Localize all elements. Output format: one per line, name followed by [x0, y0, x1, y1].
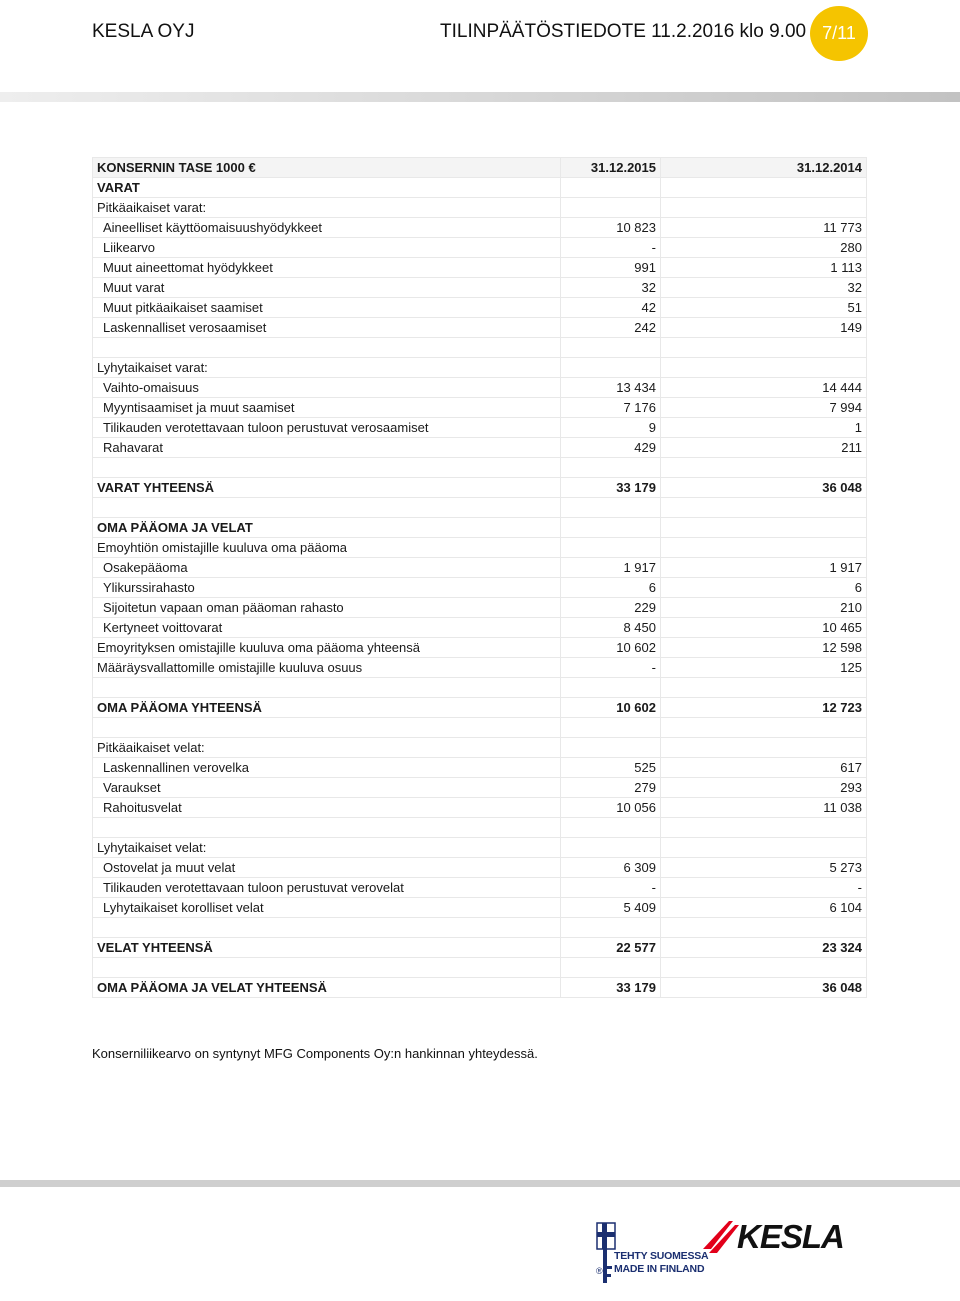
made-in-finland-label-fi: TEHTY SUOMESSA: [614, 1250, 709, 1262]
row-value-2015: 42: [561, 298, 661, 318]
row-value-2015: 8 450: [561, 618, 661, 638]
row-value-2015: 13 434: [561, 378, 661, 398]
row-label: Liikearvo: [93, 238, 561, 258]
row-value-2015: 429: [561, 438, 661, 458]
company-name: KESLA OYJ: [92, 21, 195, 42]
row-label: Varaukset: [93, 778, 561, 798]
row-value-2015: 229: [561, 598, 661, 618]
total-value-2015: 33 179: [561, 478, 661, 498]
table-row: [93, 578, 867, 598]
row-value-2015: 10 056: [561, 798, 661, 818]
row-value-2015: -: [561, 878, 661, 898]
column-header-2014: 31.12.2014: [661, 158, 867, 178]
row-label: Muut aineettomat hyödykkeet: [93, 258, 561, 278]
row-label: Laskennallinen verovelka: [93, 758, 561, 778]
section-heading: OMA PÄÄOMA JA VELAT: [93, 518, 561, 538]
row-value-2014: 11 038: [661, 798, 867, 818]
table-row: [93, 398, 867, 418]
total-row: [93, 478, 867, 498]
page-number-badge: 7/11: [810, 6, 868, 61]
row-value-2014: 10 465: [661, 618, 867, 638]
row-value-2015: 6 309: [561, 858, 661, 878]
document-title: TILINPÄÄTÖSTIEDOTE 11.2.2016 klo 9.00: [440, 21, 807, 42]
row-value-2015: 1 917: [561, 558, 661, 578]
row-value-2015: -: [561, 238, 661, 258]
total-label: OMA PÄÄOMA JA VELAT YHTEENSÄ: [93, 978, 561, 998]
row-label: Myyntisaamiset ja muut saamiset: [93, 398, 561, 418]
total-value-2014: 36 048: [661, 478, 867, 498]
subsection-heading: Pitkäaikaiset varat:: [93, 198, 561, 218]
table-row: [93, 258, 867, 278]
table-header-row: [93, 158, 867, 178]
row-value-2014: 5 273: [661, 858, 867, 878]
row-value-2015: 10 602: [561, 638, 661, 658]
row-value-2014: 211: [661, 438, 867, 458]
row-label: Emoyrityksen omistajille kuuluva oma pääoma yhteensä: [93, 638, 561, 658]
row-value-2015: 242: [561, 318, 661, 338]
row-value-2015: 6: [561, 578, 661, 598]
row-value-2014: 32: [661, 278, 867, 298]
row-value-2014: 1 917: [661, 558, 867, 578]
table-row: [93, 238, 867, 258]
subsection-heading: Lyhytaikaiset velat:: [93, 838, 561, 858]
row-value-2015: 525: [561, 758, 661, 778]
row-value-2014: 6 104: [661, 898, 867, 918]
row-value-2014: 125: [661, 658, 867, 678]
row-value-2014: 280: [661, 238, 867, 258]
row-label: Rahavarat: [93, 438, 561, 458]
row-label: Muut varat: [93, 278, 561, 298]
table-row: [93, 558, 867, 578]
section-heading-row: [93, 518, 867, 538]
table-row: [93, 618, 867, 638]
row-value-2015: 5 409: [561, 898, 661, 918]
table-row: [93, 778, 867, 798]
balance-sheet-table: [92, 157, 867, 998]
total-label: OMA PÄÄOMA YHTEENSÄ: [93, 698, 561, 718]
row-value-2014: 1: [661, 418, 867, 438]
total-value-2014: 23 324: [661, 938, 867, 958]
finnish-key-flag-icon: [596, 1222, 616, 1286]
total-value-2014: 36 048: [661, 978, 867, 998]
table-row: [93, 878, 867, 898]
row-value-2014: 7 994: [661, 398, 867, 418]
row-value-2014: 6: [661, 578, 867, 598]
total-row: [93, 938, 867, 958]
row-value-2015: -: [561, 658, 661, 678]
subsection-heading: Lyhytaikaiset varat:: [93, 358, 561, 378]
row-value-2014: 51: [661, 298, 867, 318]
row-label: Ostovelat ja muut velat: [93, 858, 561, 878]
table-row: [93, 318, 867, 338]
row-value-2014: 617: [661, 758, 867, 778]
kesla-logo: [703, 1215, 869, 1255]
spacer-row: [93, 918, 867, 938]
table-row: [93, 858, 867, 878]
total-value-2015: 22 577: [561, 938, 661, 958]
row-value-2014: 210: [661, 598, 867, 618]
subsection-heading-row: [93, 358, 867, 378]
spacer-row: [93, 818, 867, 838]
row-value-2015: 9: [561, 418, 661, 438]
total-value-2014: 12 723: [661, 698, 867, 718]
table-row: [93, 798, 867, 818]
spacer-row: [93, 678, 867, 698]
row-label: Sijoitetun vapaan oman pääoman rahasto: [93, 598, 561, 618]
table-row: [93, 418, 867, 438]
subsection-heading-row: [93, 198, 867, 218]
spacer-row: [93, 958, 867, 978]
table-row: [93, 218, 867, 238]
row-label: Määräysvallattomille omistajille kuuluva osuus: [93, 658, 561, 678]
row-label: Rahoitusvelat: [93, 798, 561, 818]
spacer-row: [93, 338, 867, 358]
row-label: Osakepääoma: [93, 558, 561, 578]
subsection-heading-row: [93, 538, 867, 558]
subsection-heading: Pitkäaikaiset velat:: [93, 738, 561, 758]
table-row: [93, 758, 867, 778]
total-value-2015: 33 179: [561, 978, 661, 998]
total-row: [93, 698, 867, 718]
table-row: [93, 278, 867, 298]
row-label: Laskennalliset verosaamiset: [93, 318, 561, 338]
spacer-row: [93, 458, 867, 478]
footnote: Konserniliikearvo on syntynyt MFG Components Oy:n hankinnan yhteydessä.: [92, 1046, 538, 1061]
row-value-2014: 12 598: [661, 638, 867, 658]
row-label: Muut pitkäaikaiset saamiset: [93, 298, 561, 318]
top-divider: [0, 92, 960, 102]
total-label: VARAT YHTEENSÄ: [93, 478, 561, 498]
row-value-2014: 14 444: [661, 378, 867, 398]
row-value-2014: 293: [661, 778, 867, 798]
row-value-2015: 279: [561, 778, 661, 798]
table-row: [93, 438, 867, 458]
column-header-2015: 31.12.2015: [561, 158, 661, 178]
row-value-2014: 149: [661, 318, 867, 338]
made-in-finland-label-en: MADE IN FINLAND: [614, 1263, 705, 1275]
bottom-divider: [0, 1180, 960, 1187]
spacer-row: [93, 498, 867, 518]
row-value-2014: 1 113: [661, 258, 867, 278]
row-label: Kertyneet voittovarat: [93, 618, 561, 638]
row-label: Vaihto-omaisuus: [93, 378, 561, 398]
row-label: Aineelliset käyttöomaisuushyödykkeet: [93, 218, 561, 238]
table-row: [93, 898, 867, 918]
table-row: [93, 298, 867, 318]
row-label: Tilikauden verotettavaan tuloon perustuvat verosaamiset: [93, 418, 561, 438]
table-title: KONSERNIN TASE 1000 €: [93, 158, 561, 178]
svg-text:KESLA: KESLA: [737, 1218, 844, 1255]
row-label: Lyhytaikaiset korolliset velat: [93, 898, 561, 918]
registered-mark: ®: [596, 1266, 603, 1276]
subsection-heading-row: [93, 838, 867, 858]
section-heading: VARAT: [93, 178, 561, 198]
row-value-2014: -: [661, 878, 867, 898]
row-value-2015: 32: [561, 278, 661, 298]
total-value-2015: 10 602: [561, 698, 661, 718]
total-row: [93, 978, 867, 998]
row-value-2014: 11 773: [661, 218, 867, 238]
subsection-heading-row: [93, 738, 867, 758]
total-label: VELAT YHTEENSÄ: [93, 938, 561, 958]
table-row: [93, 638, 867, 658]
row-value-2015: 10 823: [561, 218, 661, 238]
row-label: Tilikauden verotettavaan tuloon perustuvat verovelat: [93, 878, 561, 898]
row-label: Ylikurssirahasto: [93, 578, 561, 598]
spacer-row: [93, 718, 867, 738]
table-row: [93, 598, 867, 618]
table-row: [93, 658, 867, 678]
row-value-2015: 991: [561, 258, 661, 278]
row-value-2015: 7 176: [561, 398, 661, 418]
table-row: [93, 378, 867, 398]
subsection-heading: Emoyhtiön omistajille kuuluva oma pääoma: [93, 538, 561, 558]
section-heading-row: [93, 178, 867, 198]
